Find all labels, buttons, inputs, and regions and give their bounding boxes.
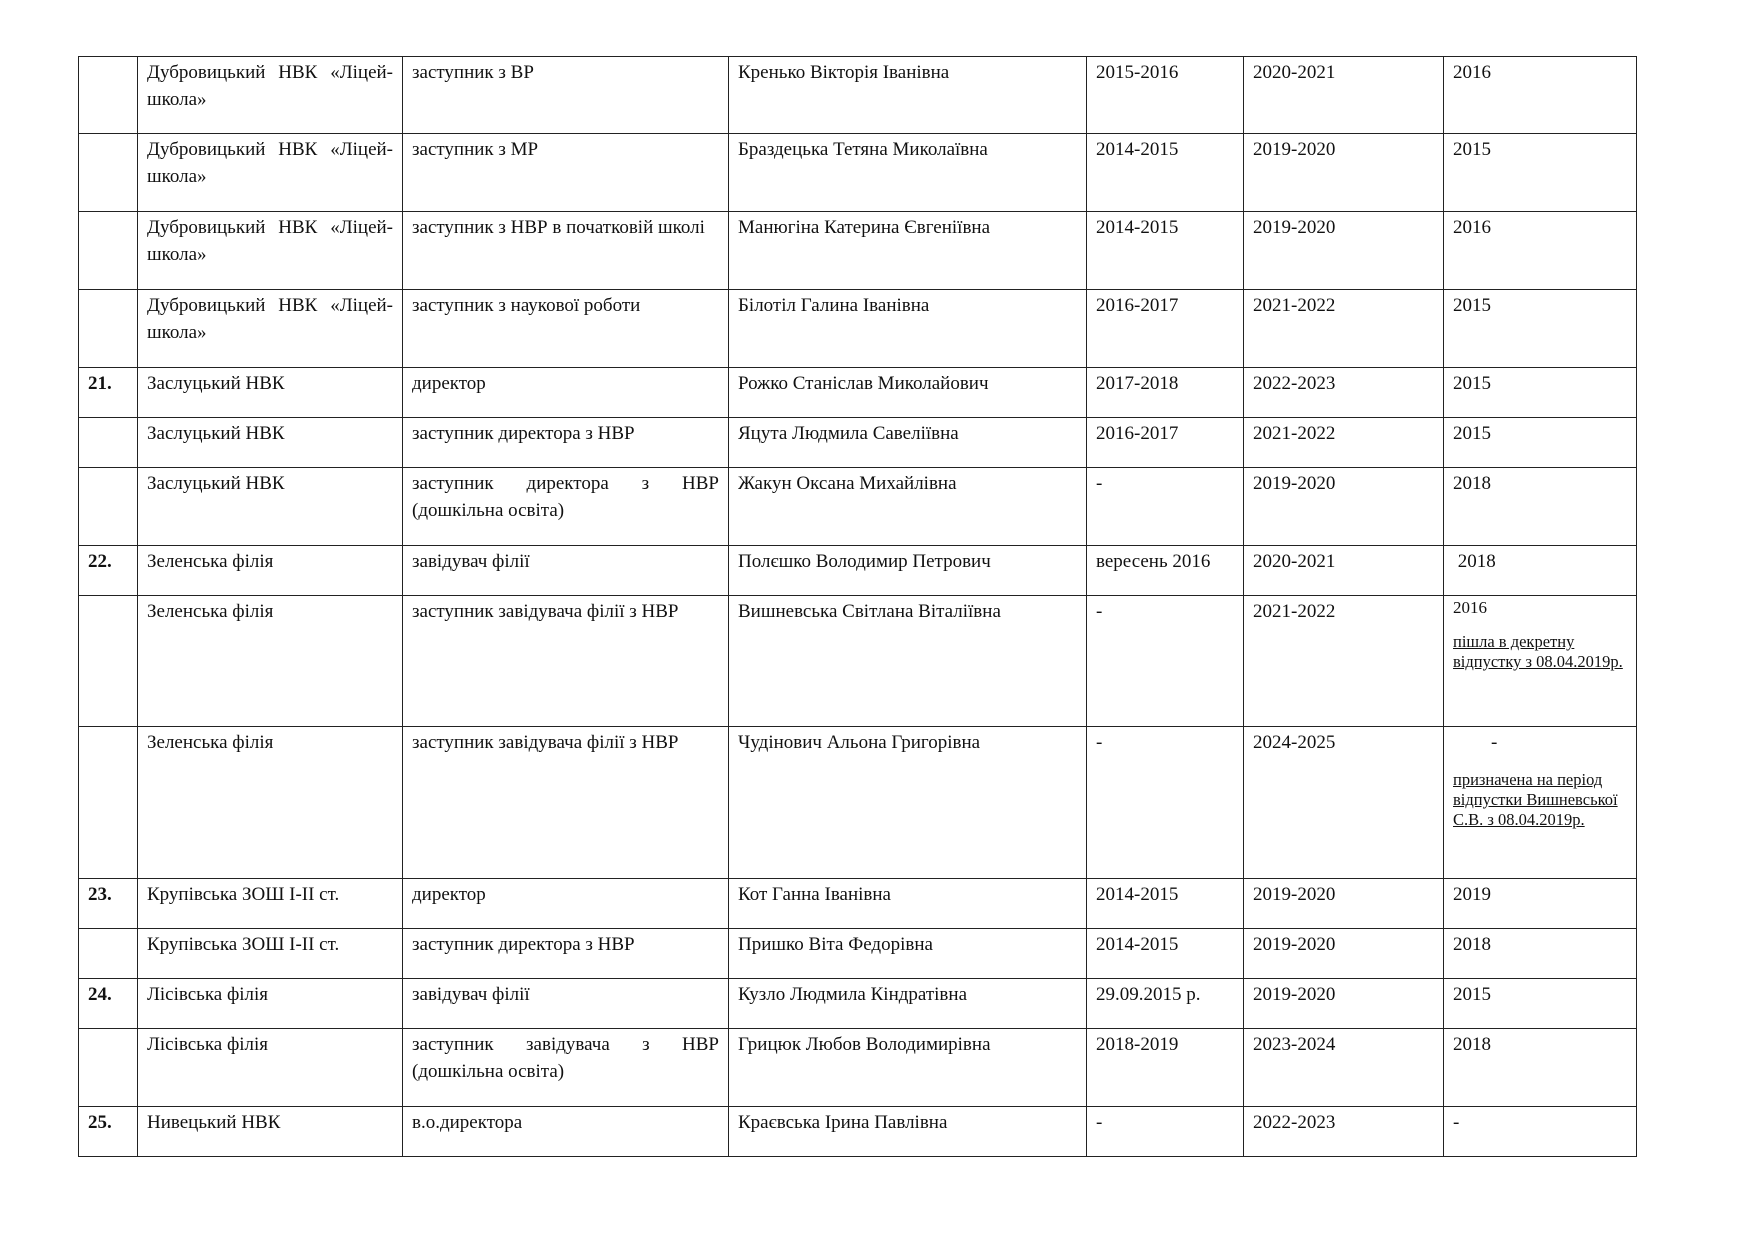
courses-cell: 2015: [1444, 418, 1637, 468]
attestation-cell: 2015-2016: [1087, 57, 1244, 134]
attestation-cell: 2014-2015: [1087, 134, 1244, 212]
attestation-cell: -: [1087, 468, 1244, 546]
table-row: [79, 727, 1637, 879]
name-cell: Грицюк Любов Володимирівна: [729, 1029, 1087, 1107]
next-attestation-cell: 2019-2020: [1244, 212, 1444, 290]
school-cell: Зеленська філія: [138, 727, 403, 879]
school-cell: Дубровицький НВК «Ліцей-школа»: [138, 290, 403, 368]
table-row: [79, 1107, 1637, 1157]
school-cell: Нивецький НВК: [138, 1107, 403, 1157]
school-cell: Дубровицький НВК «Ліцей-школа»: [138, 212, 403, 290]
next-attestation-cell: 2024-2025: [1244, 727, 1444, 879]
next-attestation-cell: 2021-2022: [1244, 290, 1444, 368]
next-attestation-cell: 2021-2022: [1244, 418, 1444, 468]
school-cell: Заслуцький НВК: [138, 368, 403, 418]
name-cell: Манюгіна Катерина Євгеніївна: [729, 212, 1087, 290]
name-cell: Рожко Станіслав Миколайович: [729, 368, 1087, 418]
row-number: [79, 290, 138, 368]
courses-cell: 2015: [1444, 979, 1637, 1029]
position-cell: заступник директора з НВР: [403, 418, 729, 468]
courses-cell: 2015: [1444, 134, 1637, 212]
row-number: [79, 418, 138, 468]
row-number: 25.: [79, 1107, 138, 1157]
school-cell: Лісівська філія: [138, 979, 403, 1029]
position-cell: в.о.директора: [403, 1107, 729, 1157]
courses-cell: [1444, 596, 1637, 727]
courses-cell: 2018: [1444, 1029, 1637, 1107]
courses-cell: 2016: [1444, 57, 1637, 134]
school-cell: Зеленська філія: [138, 596, 403, 727]
name-cell: Кузло Людмила Кіндратівна: [729, 979, 1087, 1029]
table-row: [79, 546, 1637, 596]
next-attestation-cell: 2020-2021: [1244, 57, 1444, 134]
row-number: [79, 1029, 138, 1107]
position-cell: заступник з МР: [403, 134, 729, 212]
attestation-cell: 2017-2018: [1087, 368, 1244, 418]
next-attestation-cell: 2022-2023: [1244, 368, 1444, 418]
position-cell: завідувач філії: [403, 979, 729, 1029]
next-attestation-cell: 2022-2023: [1244, 1107, 1444, 1157]
attestation-cell: -: [1087, 1107, 1244, 1157]
row-number: 21.: [79, 368, 138, 418]
position-cell: заступник завідувача філії з НВР: [403, 596, 729, 727]
school-cell: Крупівська ЗОШ І-ІІ ст.: [138, 929, 403, 979]
table-row: [79, 418, 1637, 468]
name-cell: Браздецька Тетяна Миколаївна: [729, 134, 1087, 212]
table-row: [79, 134, 1637, 212]
attestation-cell: 2016-2017: [1087, 418, 1244, 468]
position-cell: завідувач філії: [403, 546, 729, 596]
position-cell: заступник директора з НВР (дошкільна освіта): [403, 468, 729, 546]
table-row: [79, 1029, 1637, 1107]
attestation-cell: 29.09.2015 р.: [1087, 979, 1244, 1029]
row-number: [79, 212, 138, 290]
school-cell: Зеленська філія: [138, 546, 403, 596]
next-attestation-cell: 2019-2020: [1244, 134, 1444, 212]
position-cell: заступник завідувача з НВР (дошкільна освіта): [403, 1029, 729, 1107]
position-cell: заступник з ВР: [403, 57, 729, 134]
name-cell: Кот Ганна Іванівна: [729, 879, 1087, 929]
position-cell: директор: [403, 368, 729, 418]
name-cell: Пришко Віта Федорівна: [729, 929, 1087, 979]
courses-cell: 2018: [1444, 929, 1637, 979]
courses-cell: -: [1444, 1107, 1637, 1157]
courses-cell: 2019: [1444, 879, 1637, 929]
table-row: [79, 979, 1637, 1029]
row-number: [79, 134, 138, 212]
row-number: [79, 929, 138, 979]
staff-attestation-table: [78, 56, 1637, 1157]
table-row: [79, 368, 1637, 418]
courses-year: -: [1491, 732, 1498, 753]
name-cell: Яцута Людмила Савеліївна: [729, 418, 1087, 468]
position-cell: заступник з наукової роботи: [403, 290, 729, 368]
next-attestation-cell: 2019-2020: [1244, 979, 1444, 1029]
table-row: [79, 57, 1637, 134]
name-cell: Краєвська Ірина Павлівна: [729, 1107, 1087, 1157]
table-row: [79, 468, 1637, 546]
next-attestation-cell: 2019-2020: [1244, 468, 1444, 546]
table-row: [79, 596, 1637, 727]
attestation-cell: 2018-2019: [1087, 1029, 1244, 1107]
next-attestation-cell: 2019-2020: [1244, 879, 1444, 929]
courses-cell: 2015: [1444, 368, 1637, 418]
courses-cell: 2015: [1444, 290, 1637, 368]
position-cell: заступник з НВР в початковій школі: [403, 212, 729, 290]
attestation-cell: -: [1087, 596, 1244, 727]
name-cell: Полєшко Володимир Петрович: [729, 546, 1087, 596]
school-cell: Дубровицький НВК «Ліцей-школа»: [138, 134, 403, 212]
position-cell: заступник завідувача філії з НВР: [403, 727, 729, 879]
attestation-cell: 2014-2015: [1087, 879, 1244, 929]
next-attestation-cell: 2021-2022: [1244, 596, 1444, 727]
row-number: [79, 596, 138, 727]
school-cell: Крупівська ЗОШ І-ІІ ст.: [138, 879, 403, 929]
row-number: [79, 727, 138, 879]
name-cell: Кренько Вікторія Іванівна: [729, 57, 1087, 134]
row-number: [79, 57, 138, 134]
attestation-cell: вересень 2016: [1087, 546, 1244, 596]
school-cell: Заслуцький НВК: [138, 468, 403, 546]
courses-cell: [1444, 727, 1637, 879]
next-attestation-cell: 2020-2021: [1244, 546, 1444, 596]
row-number: 24.: [79, 979, 138, 1029]
next-attestation-cell: 2023-2024: [1244, 1029, 1444, 1107]
next-attestation-cell: 2019-2020: [1244, 929, 1444, 979]
courses-cell: 2018: [1444, 546, 1637, 596]
table-row: [79, 290, 1637, 368]
row-number: 23.: [79, 879, 138, 929]
attestation-cell: 2014-2015: [1087, 212, 1244, 290]
row-number: [79, 468, 138, 546]
name-cell: Білотіл Галина Іванівна: [729, 290, 1087, 368]
courses-note: пішла в декретну відпустку з 08.04.2019р.: [1453, 632, 1623, 671]
attestation-cell: -: [1087, 727, 1244, 879]
table-row: [79, 929, 1637, 979]
name-cell: Чудінович Альона Григорівна: [729, 727, 1087, 879]
courses-cell: 2016: [1444, 212, 1637, 290]
courses-year: 2016: [1453, 598, 1487, 617]
school-cell: Дубровицький НВК «Ліцей-школа»: [138, 57, 403, 134]
row-number: 22.: [79, 546, 138, 596]
courses-note: призначена на період відпустки Вишневської С.В. з 08.04.2019р.: [1453, 770, 1618, 829]
attestation-cell: 2016-2017: [1087, 290, 1244, 368]
name-cell: Жакун Оксана Михайлівна: [729, 468, 1087, 546]
school-cell: Лісівська філія: [138, 1029, 403, 1107]
table-row: [79, 212, 1637, 290]
position-cell: заступник директора з НВР: [403, 929, 729, 979]
school-cell: Заслуцький НВК: [138, 418, 403, 468]
attestation-cell: 2014-2015: [1087, 929, 1244, 979]
table-row: [79, 879, 1637, 929]
courses-cell: 2018: [1444, 468, 1637, 546]
name-cell: Вишневська Світлана Віталіївна: [729, 596, 1087, 727]
position-cell: директор: [403, 879, 729, 929]
